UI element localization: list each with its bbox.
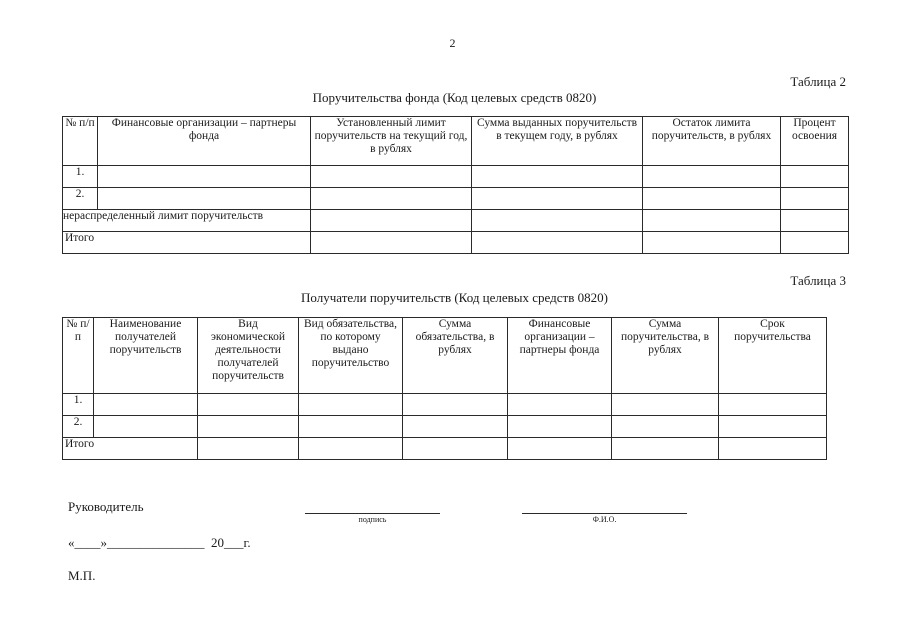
table3 <box>62 317 827 460</box>
col-header-remaining: Остаток лимита поручительств, в рублях <box>643 117 781 166</box>
table-cell <box>198 416 299 438</box>
table-cell <box>643 210 781 232</box>
table-cell <box>311 166 472 188</box>
table-cell <box>311 188 472 210</box>
col-header-partners: Финансовые организации – партнеры фонда <box>508 318 612 394</box>
table-cell <box>781 166 849 188</box>
table-cell <box>198 394 299 416</box>
col-header-name: Наименование получателей поручительств <box>94 318 198 394</box>
col-header-activity: Вид экономической деятельности получателей поручительств <box>198 318 299 394</box>
table-cell <box>612 438 719 460</box>
table-cell <box>403 394 508 416</box>
row-number: 1. <box>63 166 98 188</box>
table-cell <box>643 188 781 210</box>
table-row <box>63 210 849 232</box>
table-row <box>63 394 827 416</box>
table-cell <box>612 416 719 438</box>
table-cell <box>299 438 403 460</box>
signature-line <box>305 513 440 514</box>
stamp-label: М.П. <box>68 568 96 583</box>
head-label: Руководитель <box>68 499 144 514</box>
signature-caption: подпись <box>358 515 387 524</box>
table-cell <box>643 232 781 254</box>
table-cell <box>719 394 827 416</box>
table-cell <box>299 416 403 438</box>
table-cell <box>98 188 311 210</box>
table-cell <box>781 210 849 232</box>
table-cell <box>612 394 719 416</box>
table-cell <box>403 416 508 438</box>
table2 <box>62 116 849 254</box>
table-cell <box>98 166 311 188</box>
col-header-num: № п/п <box>63 117 98 166</box>
table-row <box>63 188 849 210</box>
table-row <box>63 166 849 188</box>
name-caption: Ф.И.О. <box>592 515 617 524</box>
table2-header-row <box>63 117 849 166</box>
total-label: Итого <box>63 232 311 254</box>
table-cell <box>472 232 643 254</box>
table-row <box>63 232 849 254</box>
table2-label: Таблица 2 <box>790 74 846 89</box>
table-row <box>63 438 827 460</box>
unallocated-label: нераспределенный лимит поручительств <box>63 210 311 232</box>
col-header-limit: Установленный лимит поручительств на текущий год, в рублях <box>311 117 472 166</box>
table-cell <box>299 394 403 416</box>
table3-label: Таблица 3 <box>790 273 846 288</box>
row-number: 1. <box>63 394 94 416</box>
table-cell <box>94 394 198 416</box>
table-cell <box>403 438 508 460</box>
table-cell <box>719 416 827 438</box>
table-cell <box>94 416 198 438</box>
table-cell <box>781 188 849 210</box>
col-header-org: Финансовые организации – партнеры фонда <box>98 117 311 166</box>
table-cell <box>311 210 472 232</box>
table-cell <box>198 438 299 460</box>
date-line: «____»_______________ 20___г. <box>68 535 251 550</box>
table3-title: Получатели поручительств (Код целевых средств 0820) <box>301 290 608 305</box>
name-line <box>522 513 687 514</box>
total-label: Итого <box>63 438 198 460</box>
table-row <box>63 416 827 438</box>
col-header-obligation: Вид обязательства, по которому выдано поручительство <box>299 318 403 394</box>
table-cell <box>311 232 472 254</box>
table-cell <box>719 438 827 460</box>
table-cell <box>472 188 643 210</box>
table-cell <box>508 416 612 438</box>
table-cell <box>472 166 643 188</box>
col-header-num: № п/п <box>63 318 94 394</box>
col-header-issued: Сумма выданных поручительств в текущем году, в рублях <box>472 117 643 166</box>
table-cell <box>643 166 781 188</box>
page-number: 2 <box>449 36 456 50</box>
col-header-guarantee-sum: Сумма поручительства, в рублях <box>612 318 719 394</box>
table-cell <box>781 232 849 254</box>
col-header-percent: Процент освоения <box>781 117 849 166</box>
table-cell <box>508 394 612 416</box>
row-number: 2. <box>63 188 98 210</box>
table2-title: Поручительства фонда (Код целевых средств 0820) <box>312 90 597 105</box>
table3-header-row <box>63 318 827 394</box>
table-cell <box>508 438 612 460</box>
col-header-obligation-sum: Сумма обязательства, в рублях <box>403 318 508 394</box>
row-number: 2. <box>63 416 94 438</box>
table-cell <box>472 210 643 232</box>
col-header-term: Срок поручительства <box>719 318 827 394</box>
